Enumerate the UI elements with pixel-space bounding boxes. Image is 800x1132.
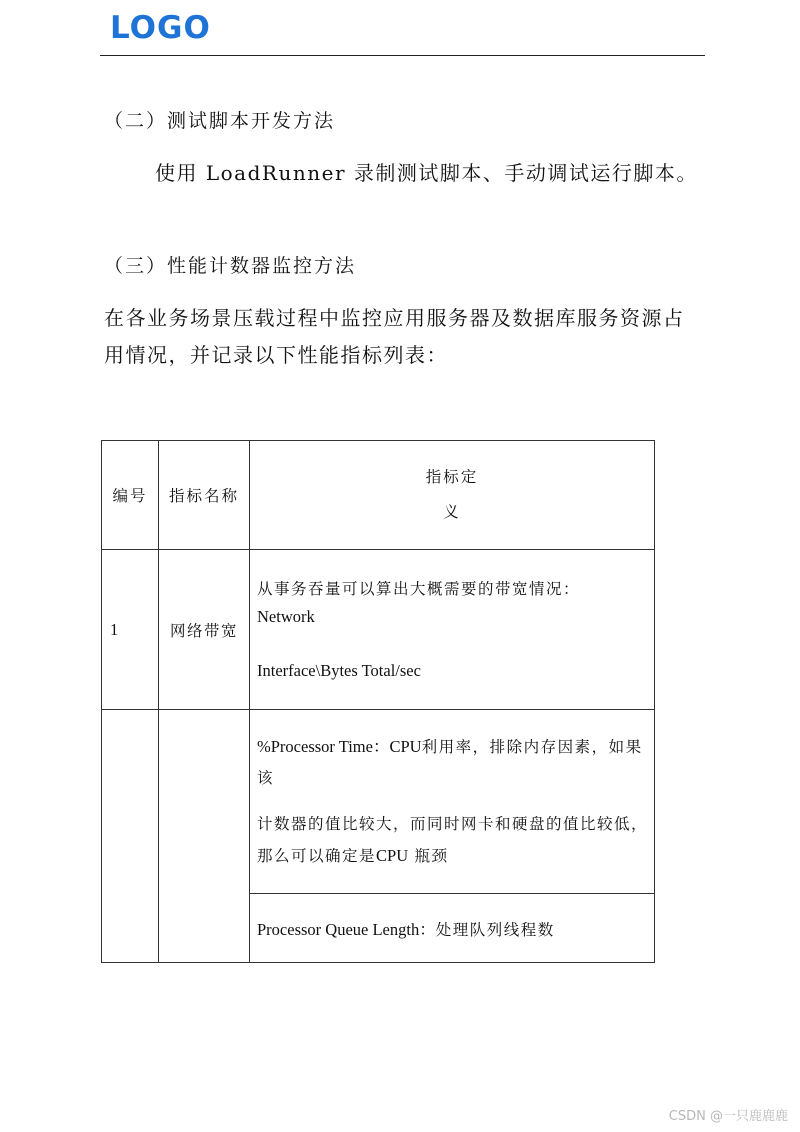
metric-definition xyxy=(250,550,655,710)
metric-name: 网络带宽 xyxy=(159,550,250,710)
definition-text: Network xyxy=(257,606,315,626)
section-body-script-dev: 使用 LoadRunner 录制测试脚本、手动调试运行脚本。 xyxy=(155,161,698,185)
table-row xyxy=(102,710,655,894)
watermark: CSDN @一只鹿鹿鹿 xyxy=(668,1109,788,1124)
definition-text: 利用率，排除内存因素，如果该 xyxy=(257,738,643,787)
column-header-metric-name: 指标名称 xyxy=(159,441,250,550)
definition-text: CPU xyxy=(376,846,409,865)
definition-spacer xyxy=(257,794,654,809)
definition-text: 从事务吞量可以算出大概需要的带宽情况： xyxy=(257,579,581,598)
column-header-definition xyxy=(250,441,655,550)
definition-text: 瓶颈 xyxy=(408,847,449,865)
definition-spacer xyxy=(257,630,654,657)
header-divider xyxy=(100,55,705,56)
definition-text: %Processor Time： xyxy=(257,737,390,756)
definition-text: Processor Queue Length： xyxy=(257,920,436,939)
row-number xyxy=(102,710,159,963)
column-header-number: 编号 xyxy=(102,441,159,550)
metric-definition xyxy=(250,710,655,894)
section-heading-script-dev: （二）测试脚本开发方法 xyxy=(104,110,336,132)
section-body-counter-monitor: 在各业务场景压载过程中监控应用服务器及数据库服务资源占用情况，并记录以下性能指标列表： xyxy=(104,306,685,367)
definition-text: Interface\Bytes Total/sec xyxy=(257,660,421,680)
section-heading-counter-monitor: （三）性能计数器监控方法 xyxy=(104,255,357,277)
table-header-row xyxy=(102,441,655,550)
definition-text: CPU xyxy=(389,737,422,756)
metric-name xyxy=(159,710,250,963)
metrics-table xyxy=(101,440,655,963)
table-row xyxy=(102,550,655,710)
definition-header-line2: 义 xyxy=(443,503,461,521)
definition-header-line1: 指标定 xyxy=(425,468,479,486)
definition-text: 计数器的值比较大，而同时网卡和硬盘的值比较低，那么可以确定是 xyxy=(257,815,649,865)
metric-definition xyxy=(250,894,655,963)
definition-text: 处理队列线程数 xyxy=(435,921,555,939)
logo: LOGO xyxy=(110,10,211,46)
row-number: 1 xyxy=(102,550,159,710)
